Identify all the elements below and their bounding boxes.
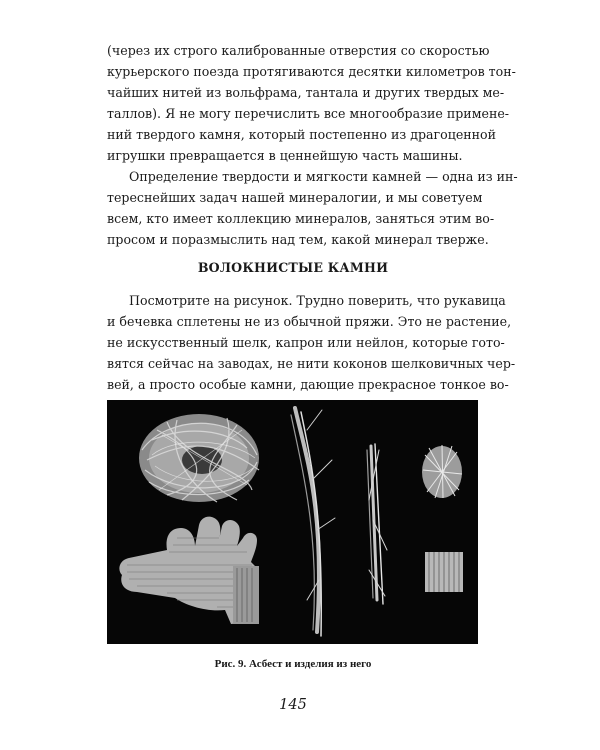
text-line: всем, кто имеет коллекцию минералов, заняться этим во- [107,211,495,226]
text-line: таллов). Я не могу перечислить все многообразие примене- [107,106,510,121]
text-line: просом и поразмыслить над тем, какой минерал тверже. [107,232,489,247]
page-number: 145 [279,697,307,713]
paragraph-hardness [107,166,518,250]
text-line: игрушки превращается в ценнейшую часть машины. [107,148,463,163]
paragraph-hard-stone-uses [107,40,516,166]
text-line: тереснейших задач нашей минералогии, и мы советуем [107,190,483,205]
asbestos-photo [107,400,478,644]
paragraph-fibrous-stones [107,290,516,395]
text-line: ний твердого камня, который постепенно из драгоценной [107,127,497,142]
text-line: не искусственный шелк, капрон или нейлон, которые гото- [107,335,505,350]
text-line: (через их строго калиброванные отверстия со скоростью [107,43,490,58]
text-line: Определение твердости и мягкости камней — одна из ин- [129,169,518,184]
text-line: Посмотрите на рисунок. Трудно поверить, что рукавица [129,293,506,308]
text-line: чайших нитей из вольфрама, тантала и других твердых ме- [107,85,505,100]
text-line: и бечевка сплетены не из обычной пряжи. Это не растение, [107,314,512,329]
asbestos-fabric-swatch [425,552,463,592]
section-heading: ВОЛОКНИСТЫЕ КАМНИ [197,260,389,275]
text-line: курьерского поезда протягиваются десятки километров тон- [107,64,516,79]
text-line: вей, а просто особые камни, дающие прекрасное тонкое во- [107,377,509,392]
text-line: вятся сейчас на заводах, не нити коконов шелковичных чер- [107,356,516,371]
figure-caption: Рис. 9. Асбест и изделия из него [214,658,372,670]
asbestos-yarn-skein [139,414,259,502]
